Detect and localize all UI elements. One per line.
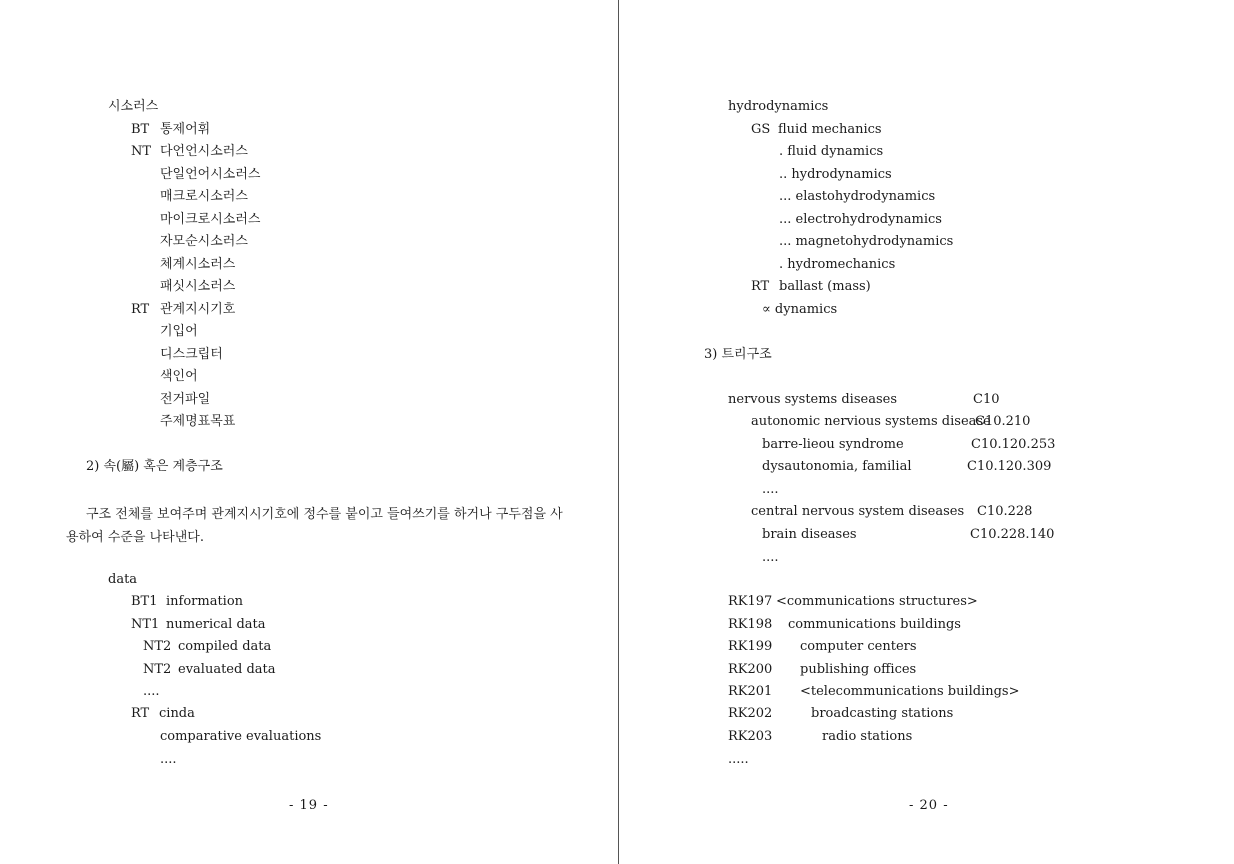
rk-code: RK202 xyxy=(728,706,773,721)
rt-tag: RT xyxy=(131,302,150,317)
page-number: - 20 - xyxy=(909,798,949,813)
body-paragraph: 구조 전체를 보여주며 관계지시기호에 정수를 붙이고 들여쓰기를 하거나 구두점을 사용하여 수준을 나타낸다. xyxy=(66,507,563,545)
tree-term: barre-lieou syndrome xyxy=(762,437,904,452)
nt-term: 마이크로시소러스 xyxy=(160,212,261,227)
hierarchy-term: . fluid dynamics xyxy=(779,144,884,159)
rk-term: radio stations xyxy=(822,729,913,744)
nt2-tag: NT2 xyxy=(143,639,172,654)
tree-term: .... xyxy=(762,550,779,565)
nt-term: 체계시소러스 xyxy=(160,257,236,272)
tree-term: brain diseases xyxy=(762,527,857,542)
tree-term: central nervous system diseases xyxy=(751,504,965,519)
right-page xyxy=(619,0,1234,864)
nt-term: 매크로시소러스 xyxy=(160,189,248,204)
tree-term: .... xyxy=(762,482,779,497)
rt-term: 디스크립터 xyxy=(160,347,223,362)
rt-term: 주제명표목표 xyxy=(160,414,236,429)
gs-tag: GS xyxy=(751,122,771,137)
rk-term: <telecommunications buildings> xyxy=(800,684,1020,699)
bt1-term: information xyxy=(166,594,244,609)
rk-code: RK199 xyxy=(728,639,773,654)
rt-tag: RT xyxy=(751,279,770,294)
rt-term: comparative evaluations xyxy=(160,729,322,744)
ellipsis: .... xyxy=(160,752,177,767)
tree-code: C10.228.140 xyxy=(970,527,1055,542)
rk-code: RK197 xyxy=(728,594,773,609)
tree-code: C10 xyxy=(973,392,1000,407)
rk-code: RK201 xyxy=(728,684,773,699)
bt-term: 통제어휘 xyxy=(160,122,211,137)
bt1-tag: BT1 xyxy=(131,594,158,609)
nt-term: 자모순시소러스 xyxy=(160,234,248,249)
rk-term: publishing offices xyxy=(800,662,917,677)
nt2-term: compiled data xyxy=(178,639,272,654)
hierarchy-term: ... magnetohydrodynamics xyxy=(779,234,954,249)
hierarchy-term: .. hydrodynamics xyxy=(779,167,892,182)
hierarchy-term: . hydromechanics xyxy=(779,257,896,272)
nt-tag: NT xyxy=(131,144,152,159)
ellipsis: .... xyxy=(143,684,160,699)
rk-code: RK198 xyxy=(728,617,773,632)
rk-term: computer centers xyxy=(800,639,917,654)
nt-term: 다언언시소러스 xyxy=(160,144,248,159)
rt-term: cinda xyxy=(159,706,195,721)
tree-term: autonomic nervious systems disease xyxy=(751,414,991,429)
gs-term: fluid mechanics xyxy=(778,122,882,137)
nt1-term: numerical data xyxy=(166,617,266,632)
rk-code: RK203 xyxy=(728,729,773,744)
rt-tag: RT xyxy=(131,706,150,721)
tree-code: C10.210 xyxy=(975,414,1031,429)
rt-term: 전거파일 xyxy=(160,392,211,407)
related-term: ∝ dynamics xyxy=(762,302,838,317)
tree-term: nervous systems diseases xyxy=(728,392,897,407)
tree-code: C10.120.253 xyxy=(971,437,1056,452)
hierarchy-term: ... elastohydrodynamics xyxy=(779,189,936,204)
section-heading: 3) 트리구조 xyxy=(704,347,772,362)
rk-code: RK200 xyxy=(728,662,773,677)
tree-code: C10.228 xyxy=(977,504,1033,519)
tree-code: C10.120.309 xyxy=(967,459,1052,474)
rt-term: 색인어 xyxy=(160,369,198,384)
rk-term: communications buildings xyxy=(788,617,961,632)
nt-term: 단일언어시소러스 xyxy=(160,167,261,182)
rk-term: broadcasting stations xyxy=(811,706,954,721)
nt2-term: evaluated data xyxy=(178,662,276,677)
section-heading: 2) 속(屬) 혹은 계층구조 xyxy=(86,459,223,474)
rt-term: 기입어 xyxy=(160,324,198,339)
nt-term: 패싯시소러스 xyxy=(160,279,236,294)
ellipsis: ..... xyxy=(728,752,749,767)
tree-term: dysautonomia, familial xyxy=(762,459,912,474)
data-term: data xyxy=(108,572,138,587)
page-number: - 19 - xyxy=(289,798,329,813)
thesaurus-term: 시소러스 xyxy=(108,99,159,114)
hierarchy-term: ... electrohydrodynamics xyxy=(779,212,942,227)
rt-term: ballast (mass) xyxy=(779,279,871,294)
bt-tag: BT xyxy=(131,122,150,137)
nt1-tag: NT1 xyxy=(131,617,160,632)
hydro-term: hydrodynamics xyxy=(728,99,829,114)
nt2-tag: NT2 xyxy=(143,662,172,677)
rk-term: <communications structures> xyxy=(776,594,978,609)
rt-term: 관계지시기호 xyxy=(160,302,236,317)
